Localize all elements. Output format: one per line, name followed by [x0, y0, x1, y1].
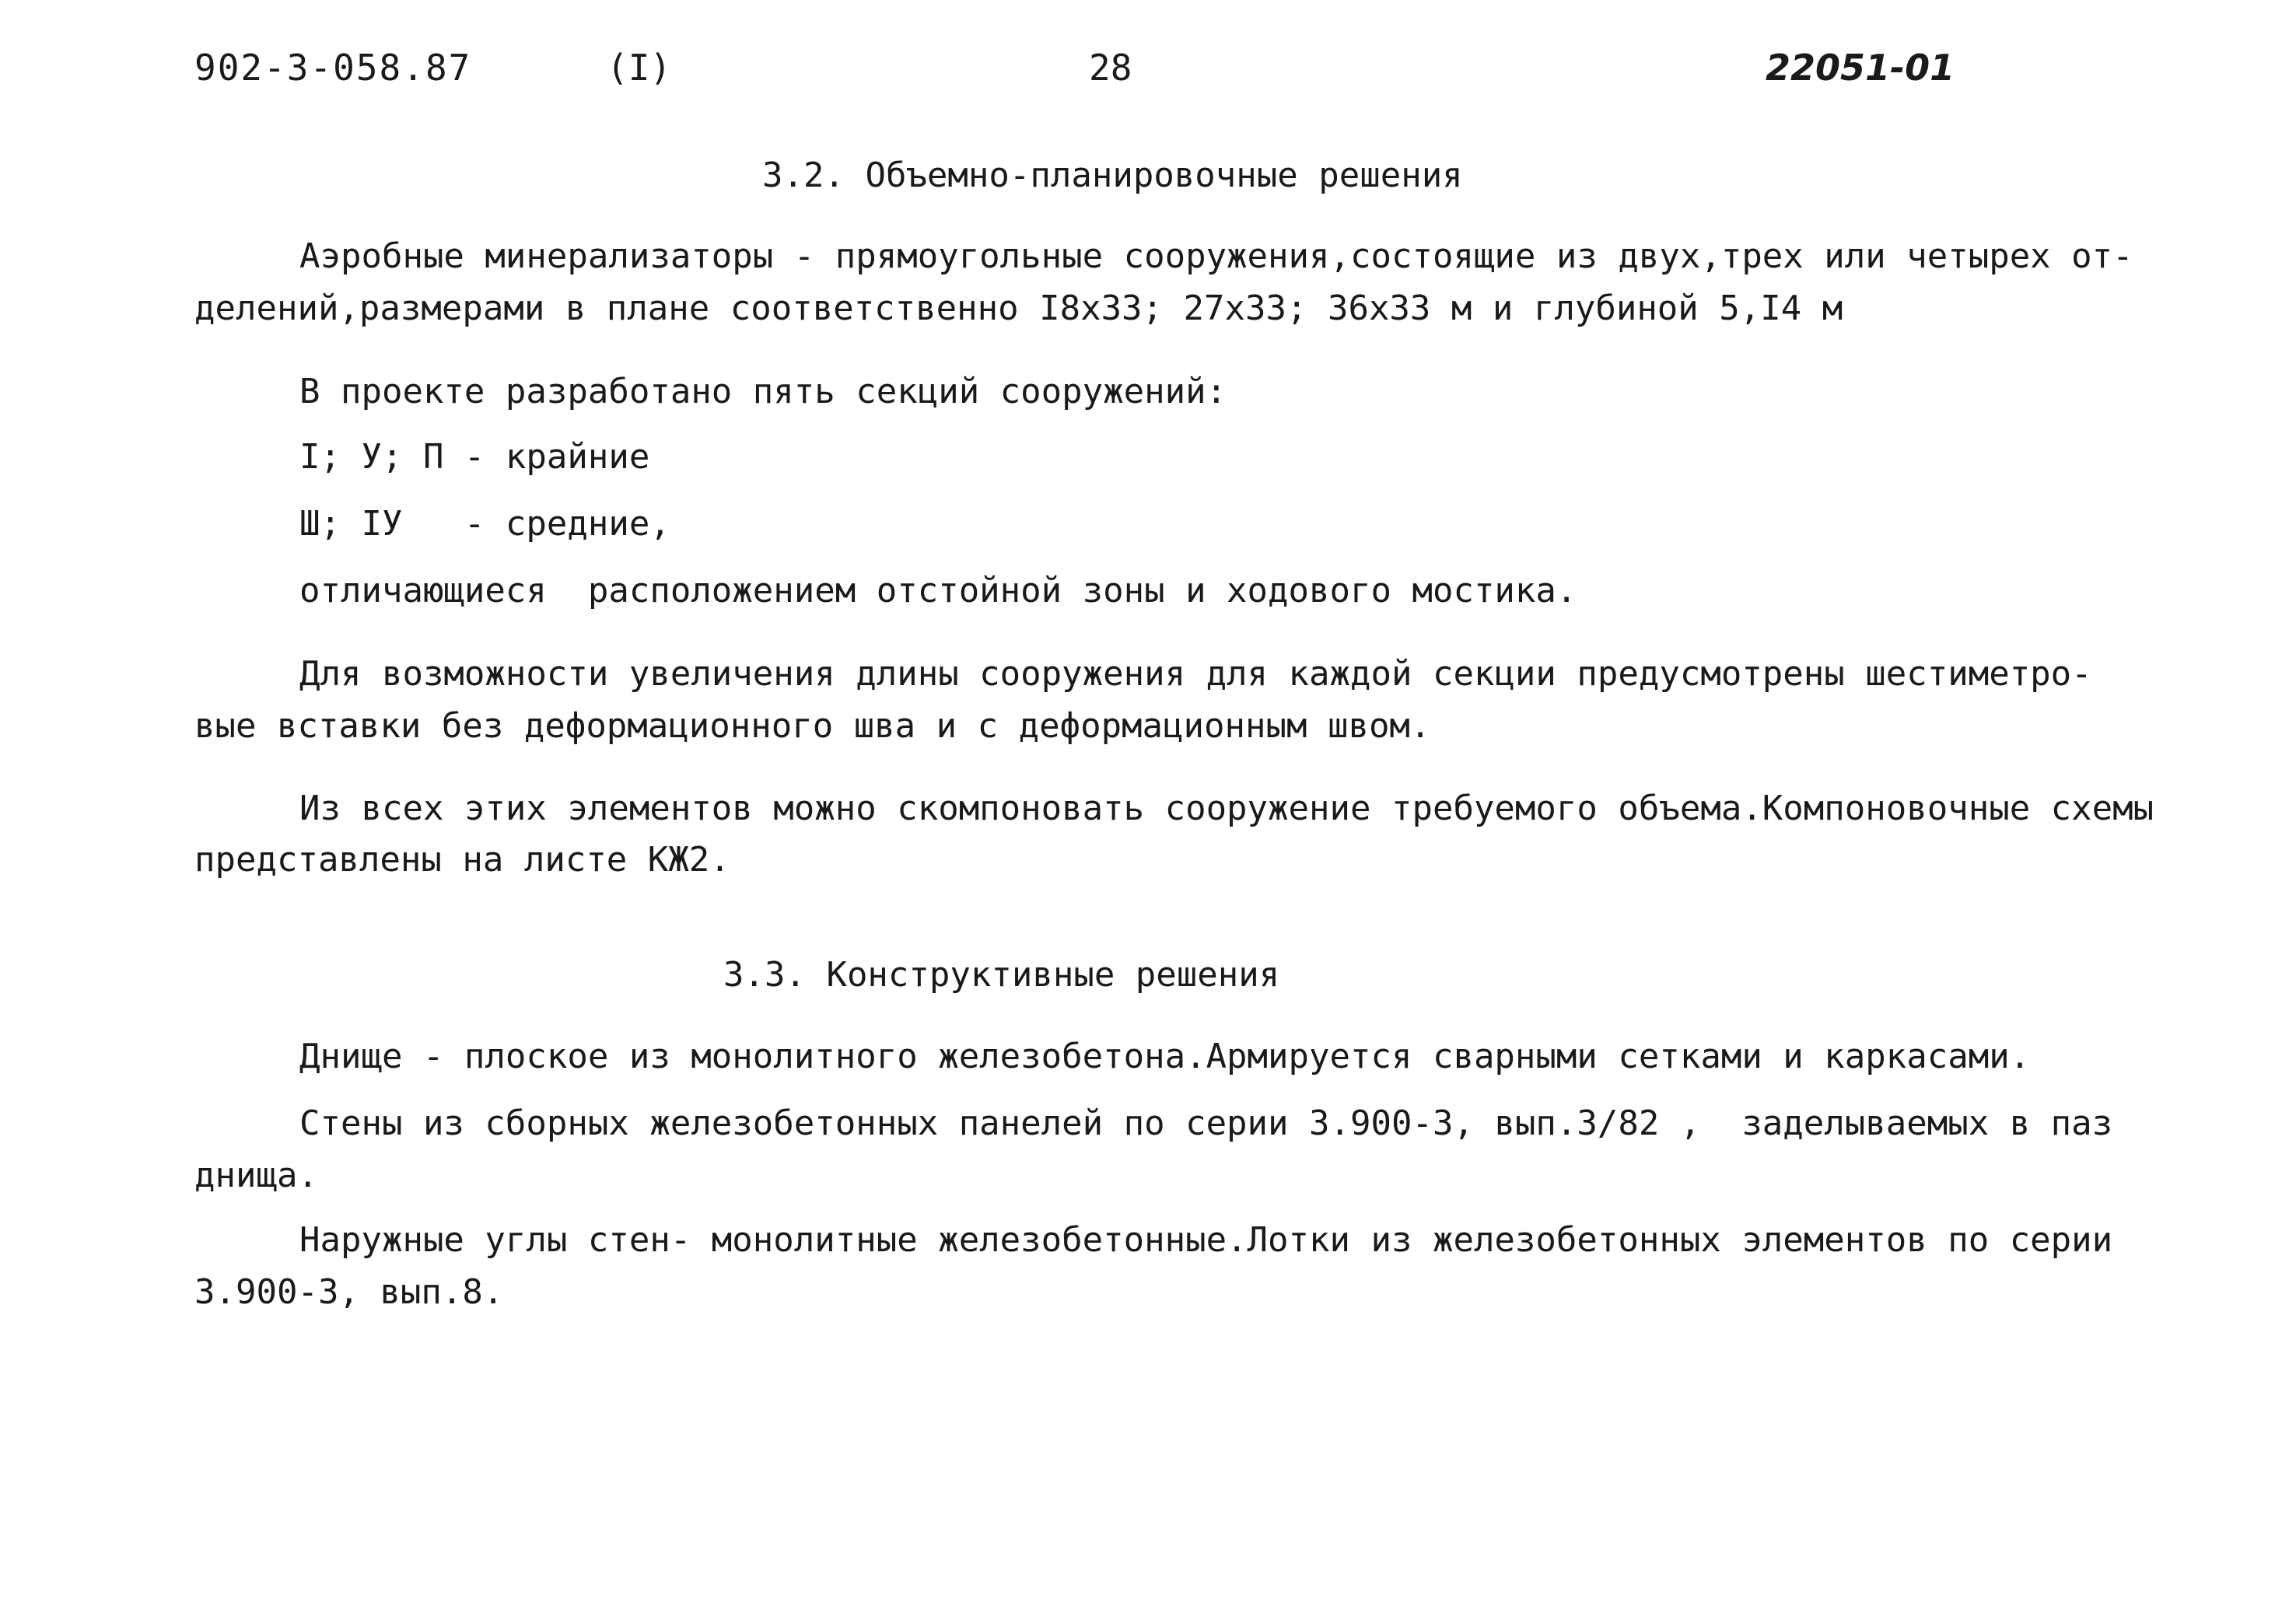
sheet-number: 22051-01 [1766, 47, 1955, 89]
paragraph-line: делений,размерами в плане соответственно I8x33; 27x33; 36x33 м и глубиной 5,I4 м [194, 289, 1843, 328]
paragraph-line: Для возможности увеличения длины сооружения для каждой секции предусмотрены шестиметро- [299, 654, 2092, 694]
section-heading-3-3: 3.3. Конструктивные решения [723, 955, 1280, 995]
section-heading-3-2: 3.2. Объемно-планировочные решения [762, 156, 1463, 195]
paragraph-line: 3.900-3, вып.8. [194, 1272, 504, 1312]
paragraph-line: Наружные углы стен- монолитные железобетонные.Лотки из железобетонных элементов по серии [299, 1220, 2113, 1260]
paragraph-line: Из всех этих элементов можно скомпоновать сооружение требуемого объема.Компоновочные схемы [299, 789, 2154, 828]
paragraph-line: Аэробные минерализаторы - прямоугольные сооружения,состоящие из двух,трех или четырех от- [299, 236, 2133, 276]
paragraph-line: вые вставки без деформационного шва и с деформационным швом. [194, 706, 1431, 746]
page-number: 28 [1089, 47, 1132, 89]
doc-code: 902-3-058.87 [194, 47, 472, 89]
paragraph-line: представлены на листе КЖ2. [194, 840, 730, 880]
paragraph-line: Стены из сборных железобетонных панелей по серии 3.900-3, вып.3/82 , заделываемых в паз [299, 1104, 2113, 1143]
doc-part: (I) [607, 47, 672, 89]
paragraph-line: днища. [194, 1156, 318, 1195]
paragraph-line: В проекте разработано пять секций сооружений: [299, 372, 1227, 411]
paragraph-line: отличающиеся расположением отстойной зоны и ходового мостика. [299, 571, 1577, 610]
list-item: I; У; П - крайние [299, 437, 650, 477]
list-item: Ш; IУ - средние, [299, 504, 670, 544]
paragraph-line: Днище - плоское из монолитного железобетона.Армируется сварными сетками и каркасами. [299, 1037, 2031, 1076]
